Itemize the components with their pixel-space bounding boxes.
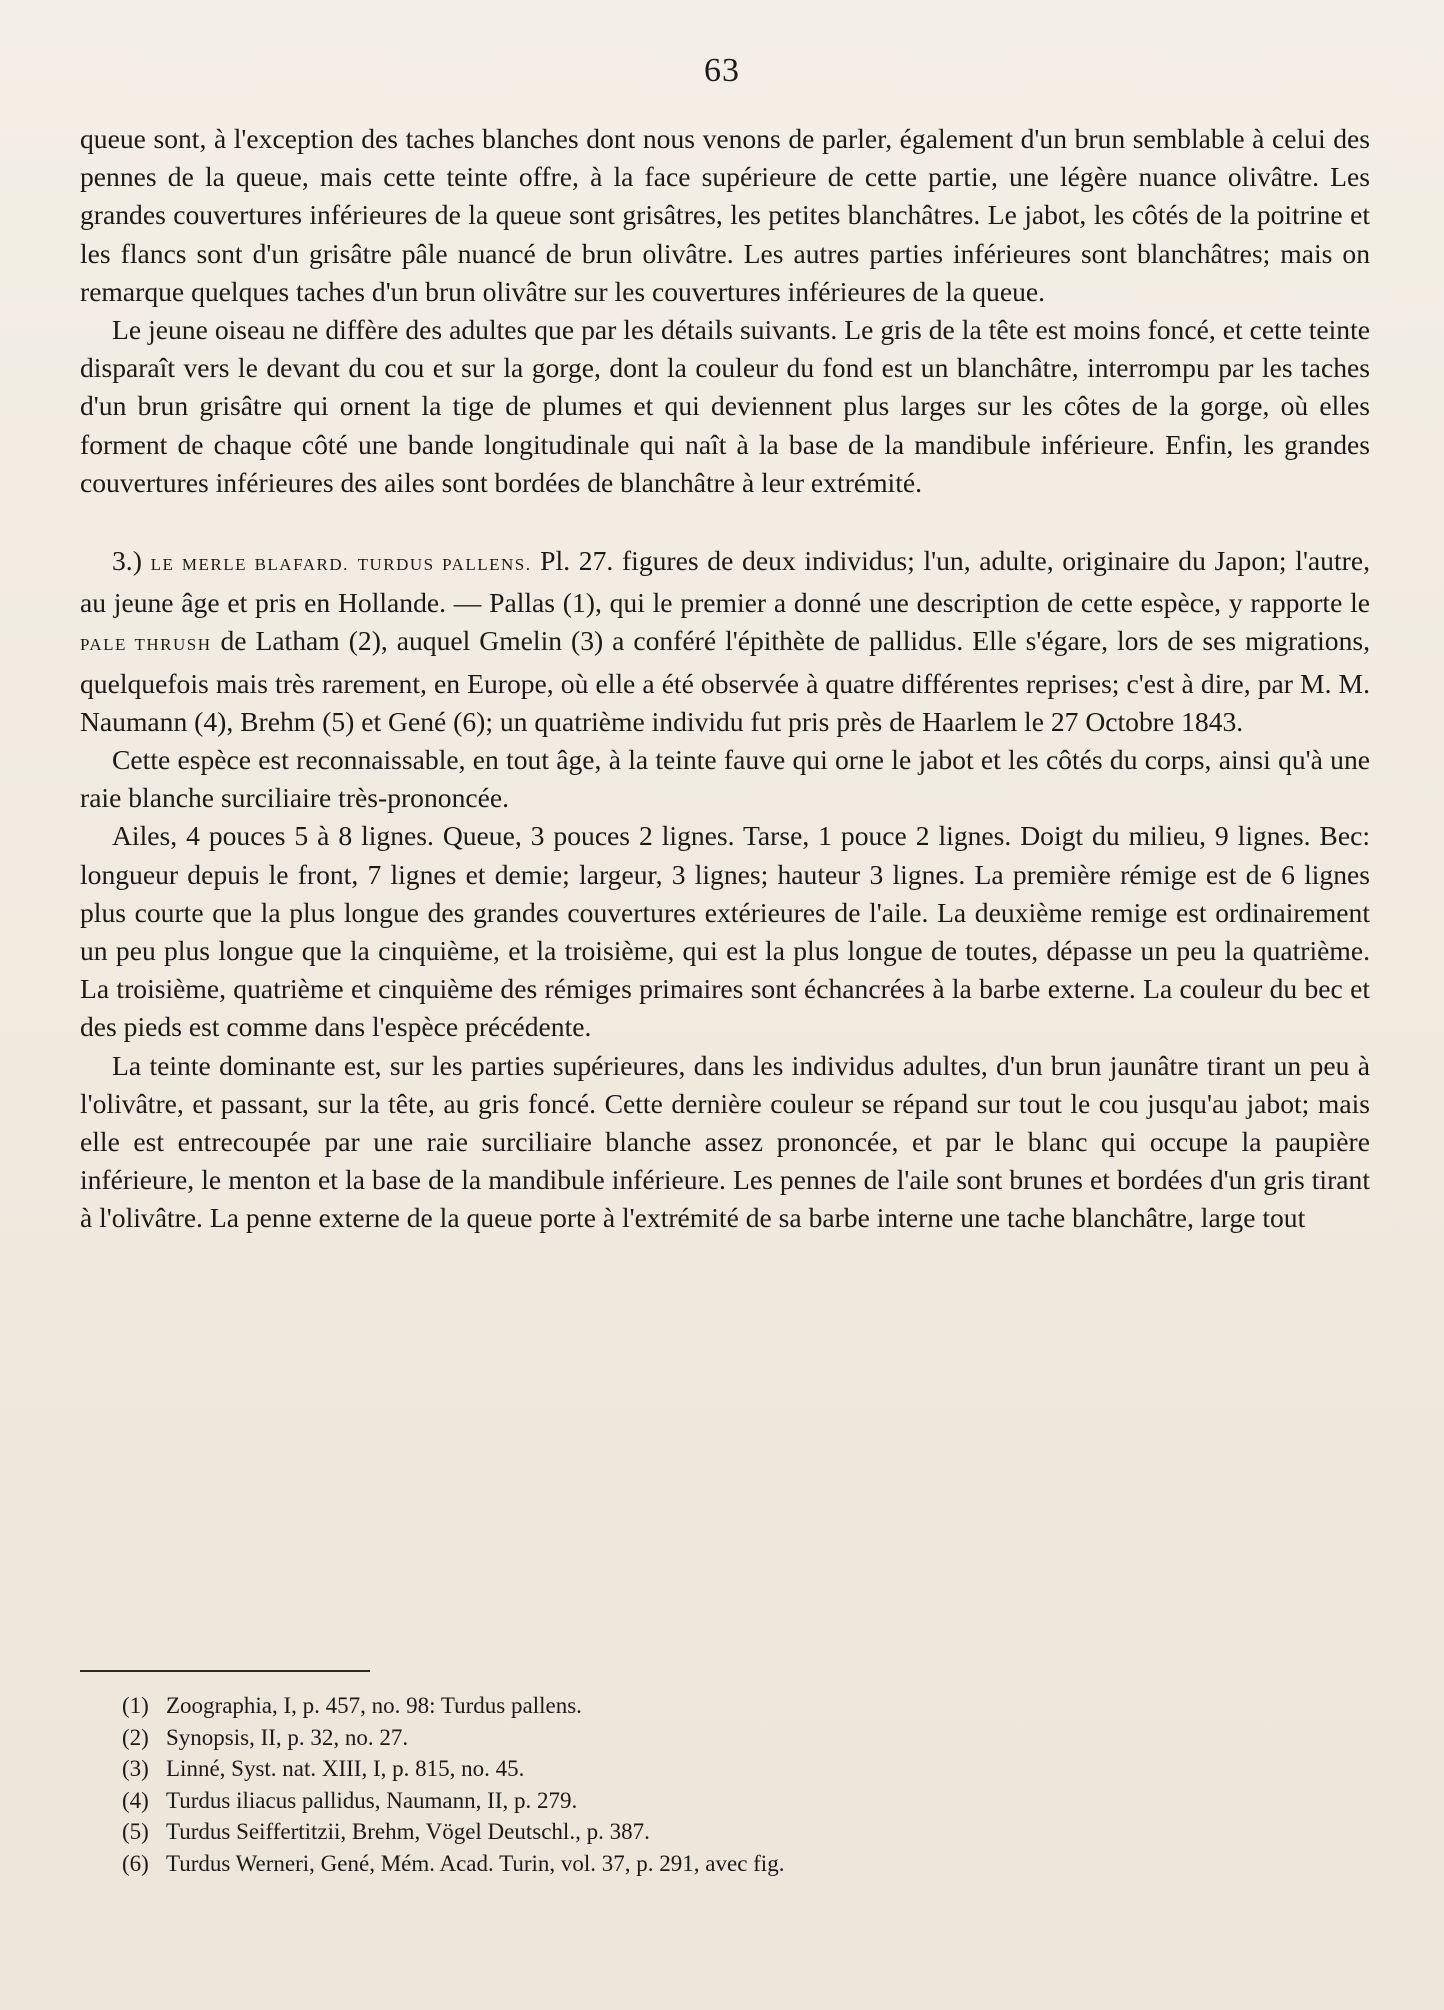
footnote-number: (5) [122, 1819, 149, 1844]
footnote-number: (2) [122, 1724, 149, 1750]
species-text-1: Pl. 27. figures de deux individus; l'un, adulte, originaire du Japon; l'autre, au jeune âge et pris en Hollande. — Pallas (1), qui le premier a donné une description de cette espèce, y rapporte le [80, 545, 1370, 619]
footnotes [122, 1690, 1222, 1879]
paragraph-6: La teinte dominante est, sur les parties supérieures, dans les individus adultes, d'un brun jaunâtre tirant un peu à l'olivâtre, et passant, sur la tête, au gris foncé. Cette dernière couleur se répand sur tout le cou jusqu'au jabot; mais elle est entrecoupée par une raie surciliaire blanche assez prononcée, et par le blanc qui occupe la paupière inférieure, le menton et la base de la mandibule inférieure. Les pennes de l'aile sont brunes et bordées d'un gris tirant à l'olivâtre. La penne externe de la queue porte à l'extrémité de sa barbe interne une tache blanchâtre, large tout [80, 1049, 1370, 1234]
species-french-name: LE MERLE BLAFARD. [150, 555, 349, 575]
species-number: 3.) [112, 545, 142, 577]
footnote-rule [80, 1670, 370, 1672]
footnote-number: (3) [122, 1756, 149, 1781]
footnote-text: Synopsis, II, p. 32, no. 27. [166, 1724, 409, 1750]
paragraph-5: Ailes, 4 pouces 5 à 8 lignes. Queue, 3 pouces 2 lignes. Tarse, 1 pouce 2 lignes. Doigt du milieu, 9 lignes. Bec: longueur depuis le front, 7 lignes et demie; largeur, 3 lignes; hauteur 3 lignes. La première rémige est de 6 lignes plus courte que la plus longue des grandes couvertures extérieures de l'aile. La deuxième remige est ordinairement un peu plus longue que la cinquième, et la troisième, qui est la plus longue de toutes, dépasse un peu la quatrième. La troisième, quatrième et cinquième des rémiges primaires sont échancrées à la barbe externe. La couleur du bec et des pieds est comme dans l'espèce précédente. [80, 820, 1370, 1043]
footnote-text: Zoographia, I, p. 457, no. 98: Turdus pallens. [166, 1693, 582, 1718]
footnote-number: (6) [122, 1850, 149, 1876]
footnote-text: Turdus Werneri, Gené, Mém. Acad. Turin, vol. 37, p. 291, avec fig. [166, 1850, 785, 1876]
footnote-text: Turdus iliacus pallidus, Naumann, II, p. 279. [166, 1787, 578, 1813]
paragraph-2: Le jeune oiseau ne diffère des adultes que par les détails suivants. Le gris de la tête est moins foncé, et cette teinte disparaît vers le devant du cou et sur la gorge, dont la couleur du fond est un blanchâtre, interrompu par les taches d'un brun grisâtre qui ornent la tige de plumes et qui deviennent plus larges sur les côtes de la gorge, où elles forment de chaque côté une bande longitudinale qui naît à la base de la mandibule inférieure. Enfin, les grandes couvertures inférieures des ailes sont bordées de blanchâtre à leur extrémité. [80, 314, 1370, 498]
page-number: 63 [704, 52, 740, 89]
species-paragraph [80, 542, 1370, 741]
paragraph-4: Cette espèce est reconnaissable, en tout âge, à la teinte fauve qui orne le jabot et les côtés du corps, ainsi qu'à une raie blanche surciliaire très-prononcée. [80, 744, 1370, 814]
footnote-number: (1) [122, 1693, 149, 1718]
body-text [80, 120, 1370, 1238]
footnote [122, 1848, 1222, 1880]
footnote-number: (4) [122, 1787, 149, 1813]
footnote-text: Turdus Seiffertitzii, Brehm, Vögel Deutschl., p. 387. [166, 1819, 650, 1844]
footnote [122, 1722, 1222, 1754]
species-text-2: de Latham (2), auquel Gmelin (3) a conféré l'épithète de pallidus. Elle s'égare, lors de ses migrations, quelquefois mais très rarement, en Europe, où elle a été observée à quatre différentes reprises; c'est à dire, par M. M. Naumann (4), Brehm (5) et Gené (6); un quatrième individu fut pris près de Haarlem le 27 Octobre 1843. [80, 625, 1370, 737]
footnote [122, 1785, 1222, 1817]
footnote [122, 1690, 1222, 1722]
footnote [122, 1816, 1222, 1848]
species-latin-name: TURDUS PALLENS. [357, 555, 532, 575]
footnote [122, 1753, 1222, 1785]
paragraph-1: queue sont, à l'exception des taches blanches dont nous venons de parler, également d'un brun semblable à celui des pennes de la queue, mais cette teinte offre, à la face supérieure de cette partie, une légère nuance olivâtre. Les grandes couvertures inférieures de la queue sont grisâtres, les petites blanchâtres. Le jabot, les côtés de la poitrine et les flancs sont d'un grisâtre pâle nuancé de brun olivâtre. Les autres parties inférieures sont blanchâtres; mais on remarque quelques taches d'un brun olivâtre sur les couvertures inférieures de la queue. [80, 123, 1370, 307]
footnote-text: Linné, Syst. nat. XIII, I, p. 815, no. 45. [166, 1756, 525, 1781]
pale-thrush-name: PALE THRUSH [80, 635, 212, 655]
